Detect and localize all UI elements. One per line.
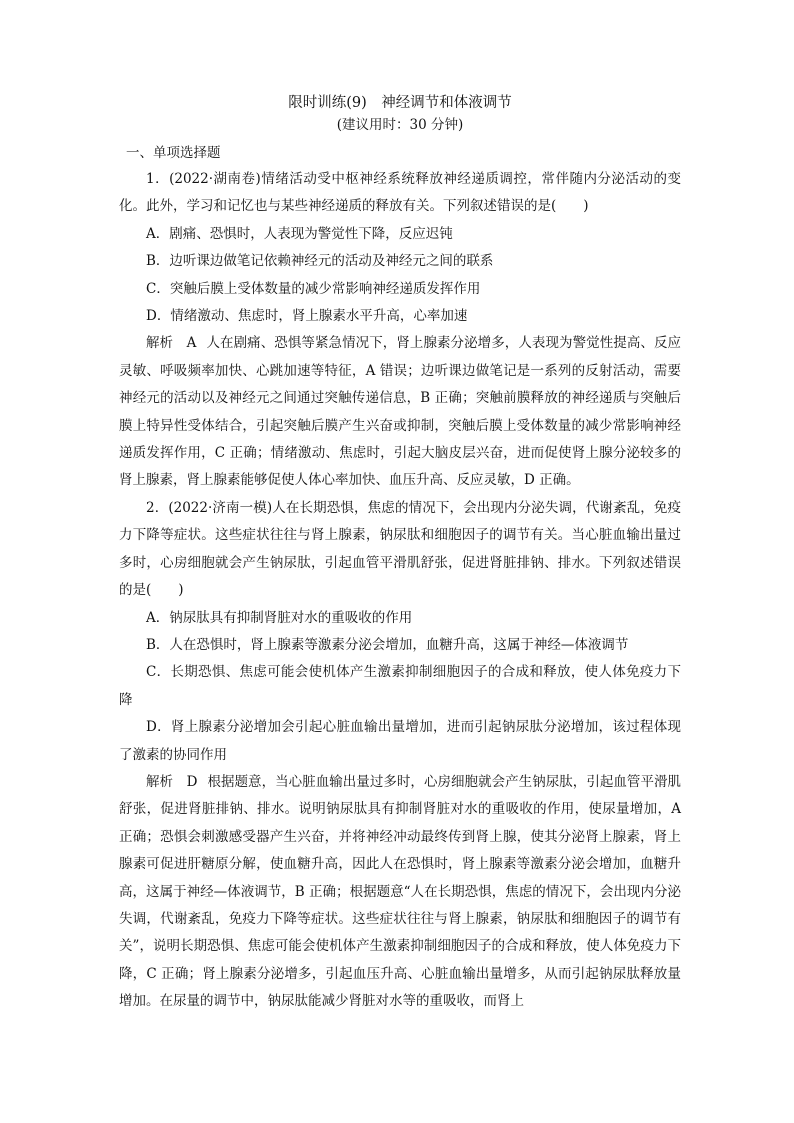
section-heading: 一、单项选择题 (126, 145, 221, 161)
question-2-option-a: A．钠尿肽具有抑制肾脏对水的重吸收的作用 (146, 609, 413, 626)
question-1-analysis-text: 人在剧痛、恐惧等紧急情况下，肾上腺素分泌增多，人表现为警觉性提高、反应灵敏、呼吸频率加快、心跳加速等特征，A 错误；边听课边做笔记是一系列的反射活动，需要神经元的活动以及神经元之间通过突触传递信息，B 正确；突触前膜释放的神经递质与突触后膜上特异性受体结合，引起突触后膜产生兴奋或抑制，突触后膜上受体数量的减少常影响神经递质发挥作用，C 正确；情绪激动、焦虑时，引起大脑皮层兴奋，进而促使肾上腺分泌较多的肾上腺素，肾上腺素能够促使人体心率加快、血压升高、反应灵敏，D 正确。 (119, 335, 682, 489)
page-subtitle: (建议用时：30 分钟) (336, 117, 464, 133)
question-1-analysis-label: 解析 A (146, 335, 197, 352)
document-page (119, 92, 681, 1016)
question-2-analysis (119, 769, 681, 1016)
question-2-option-c: C．长期恐惧、焦虑可能会使机体产生激素抑制细胞因子的合成和释放，使人体免疫力下降 (119, 664, 681, 708)
question-1-option-d: D．情绪激动、焦虑时，肾上腺素水平升高，心率加速 (146, 308, 468, 325)
question-2-stem: 2．(2022·济南一模)人在长期恐惧，焦虑的情况下，会出现内分泌失调，代谢紊乱，免疫力下降等症状。这些症状往往与肾上腺素，钠尿肽和细胞因子的调节有关。当心脏血输出量过多时，心房细胞就会产生钠尿肽，引起血管平滑肌舒张，促进肾脏排钠、排水。下列叙述错误的是( ) (119, 499, 681, 599)
question-2-option-b: B．人在恐惧时，肾上腺素等激素分泌会增加，血糖升高，这属于神经—体液调节 (146, 636, 629, 653)
question-2-analysis-label: 解析 D (146, 773, 198, 790)
question-1-option-b: B．边听课边做笔记依赖神经元的活动及神经元之间的联系 (146, 253, 494, 270)
page-title: 限时训练(9) 神经调节和体液调节 (288, 95, 512, 111)
question-1-option-c: C．突触后膜上受体数量的减少常影响神经递质发挥作用 (146, 280, 481, 297)
question-2-analysis-text: 根据题意，当心脏血输出量过多时，心房细胞就会产生钠尿肽，引起血管平滑肌舒张，促进肾脏排钠、排水。说明钠尿肽具有抑制肾脏对水的重吸收的作用，使尿量增加，A 正确；恐惧会刺激感受器产生兴奋，并将神经冲动最终传到肾上腺，使其分泌肾上腺素，肾上腺素可促进肝糖原分解，使血糖升高，因此人在恐惧时，肾上腺素等激素分泌会增加，血糖升高，这属于神经—体液调节，B 正确；根据题意“人在长期恐惧，焦虑的情况下，会出现内分泌失调，代谢紊乱，免疫力下降等症状。这些症状往往与肾上腺素，钠尿肽和细胞因子的调节有关”，说明长期恐惧、焦虑可能会使机体产生激素抑制细胞因子的合成和释放，使人体免疫力下降，C 正确；肾上腺素分泌增多，引起血压升高、心脏血输出量增多，从而引起钠尿肽释放量增加。在尿量的调节中，钠尿肽能减少肾脏对水等的重吸收，而肾上 (119, 773, 682, 1010)
question-1-analysis (119, 330, 681, 494)
question-1-stem: 1．(2022·湖南卷)情绪活动受中枢神经系统释放神经递质调控，常伴随内分泌活动的变化。此外，学习和记忆也与某些神经递质的释放有关。下列叙述错误的是( ) (119, 171, 681, 215)
question-1-option-a: A．剧痛、恐惧时，人表现为警觉性下降，反应迟钝 (146, 225, 453, 242)
question-2-option-d: D．肾上腺素分泌增加会引起心脏血输出量增加，进而引起钠尿肽分泌增加，该过程体现了激素的协同作用 (119, 719, 681, 763)
